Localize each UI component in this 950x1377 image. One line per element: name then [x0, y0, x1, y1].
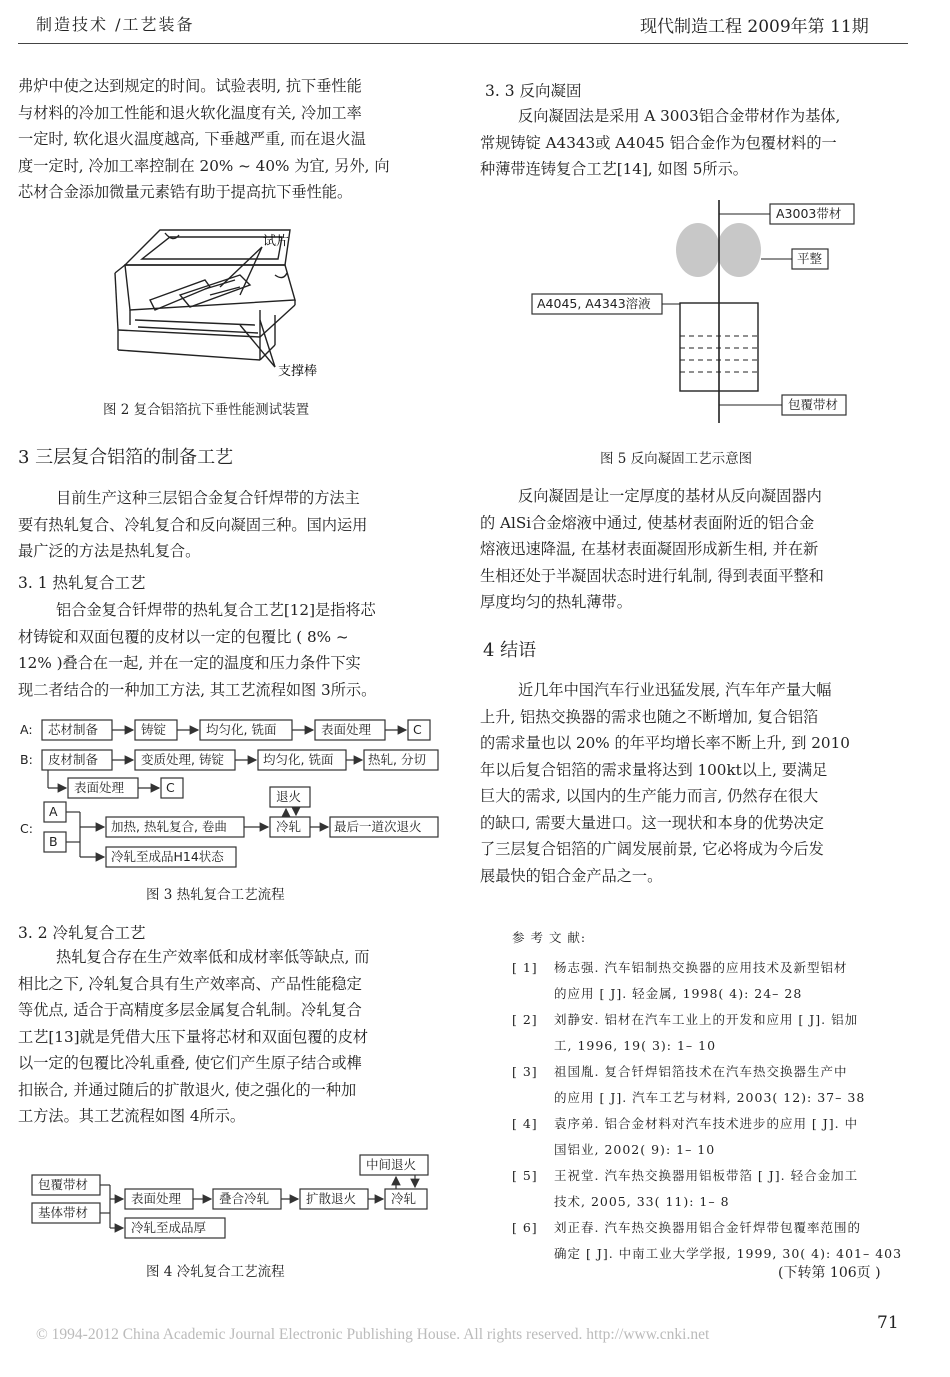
flow-step: 热轧, 分切 [368, 752, 426, 767]
label-support-rod: 支撑棒 [278, 364, 318, 379]
text-line: 扣嵌合, 并通过随后的扩散退火, 使之强化的一种加 [18, 1080, 357, 1099]
flow-step: 加热, 热轧复合, 卷曲 [111, 819, 227, 834]
text-line: 的需求量也以 20% 的年平均增长率不断上升, 到 2010 [480, 734, 850, 752]
text-line: 年以后复合铝箔的需求量将达到 100kt以上, 要满足 [480, 760, 828, 779]
paragraph-cold-rolling [18, 944, 448, 1130]
flow-step: 均匀化, 铣面 [206, 722, 277, 737]
reference-number: [ 5] [512, 1168, 538, 1183]
flow-step: C [166, 780, 175, 795]
reference-text: 工, 1996, 19( 3): 1– 10 [554, 1038, 717, 1053]
flow-step: 冷轧 [391, 1191, 417, 1206]
text-line: 近几年中国汽车行业迅猛发展, 汽车年产量大幅 [518, 681, 832, 699]
text-line: 反向凝固是让一定厚度的基材从反向凝固器内 [518, 487, 822, 505]
text-line: 目前生产这种三层铝合金复合钎焊带的方法主 [56, 489, 360, 507]
flow-step: 冷轧至成品H14状态 [111, 849, 224, 864]
text-line: 弗炉中使之达到规定的时间。试验表明, 抗下垂性能 [18, 77, 362, 95]
figure-2-caption: 图 2 复合铝箔抗下垂性能测试装置 [103, 402, 310, 418]
copyright-footer: © 1994-2012 China Academic Journal Electronic Publishing House. All rights reserved. http://www.cnki.net [36, 1326, 710, 1343]
text-line: 铝合金复合钎焊带的热轧复合工艺[12]是指将芯 [56, 601, 376, 619]
text-line: 与材料的冷加工性能和退火软化温度有关, 冷加工率 [18, 103, 362, 122]
paragraph-reverse-detail [480, 483, 910, 616]
text-line: 工艺[13]就是凭借大压下量将芯材和双面包覆的皮材 [18, 1027, 369, 1046]
label-clad-strip: 包覆带材 [788, 397, 839, 412]
flow-step: 表面处理 [74, 780, 125, 795]
reference-number: [ 4] [512, 1116, 538, 1131]
text-line: 了三层复合铝箔的广阔发展前景, 它必将成为今后发 [480, 840, 824, 858]
reference-text: 技术, 2005, 33( 11): 1– 8 [554, 1194, 730, 1209]
label-sample: 试片 [263, 234, 290, 249]
reference-text: 刘静安. 铝材在汽车工业上的开发和应用 [ J]. 铝加 [554, 1012, 859, 1027]
figure-4-caption: 图 4 冷轧复合工艺流程 [146, 1264, 285, 1280]
continued-note: (下转第 106页 ) [778, 1265, 881, 1281]
text-line: 生相还处于半凝固状态时进行轧制, 得到表面平整和 [480, 566, 824, 585]
text-line: 的 AlSi合金熔液中通过, 使基材表面附近的铝合金 [480, 513, 815, 532]
flow-step: 变质处理, 铸锭 [141, 752, 224, 767]
reference-text: 的应用 [ J]. 汽车工艺与材料, 2003( 12): 37– 38 [554, 1090, 866, 1105]
flow-step: 退火 [276, 789, 302, 804]
flow-step: 扩散退火 [306, 1191, 357, 1206]
text-line: 现二者结合的一种加工方法, 其工艺流程如图 3所示。 [18, 680, 377, 699]
figure-2-apparatus [110, 225, 370, 390]
row-b-label: B: [20, 752, 33, 767]
reference-text: 刘正春. 汽车热交换器用铝合金钎焊带包覆率范围的 [554, 1220, 861, 1235]
paragraph-conclusion [480, 677, 910, 889]
text-line: 种薄带连铸复合工艺[14], 如图 5所示。 [480, 160, 748, 178]
flow-step: 表面处理 [321, 722, 372, 737]
reference-item [512, 1059, 912, 1111]
header-rule [18, 43, 908, 44]
reference-item [512, 1163, 912, 1215]
figure-4-flowchart [30, 1150, 440, 1242]
text-line: 巨大的需求, 以国内的生产能力而言, 仍然存在很大 [480, 787, 819, 805]
flow-step: 冷轧 [276, 819, 302, 834]
row-c-label: C: [20, 821, 33, 836]
reference-item [512, 1007, 912, 1059]
flow-step: 叠合冷轧 [219, 1191, 270, 1206]
text-line: 等优点, 适合于高精度多层金属复合轧制。冷轧复合 [18, 1001, 362, 1019]
text-line: 最广泛的方法是热轧复合。 [18, 542, 201, 560]
reference-text: 祖国胤. 复合钎焊铝箔技术在汽车热交换器生产中 [554, 1064, 848, 1079]
reference-text: 的应用 [ J]. 轻金属, 1998( 4): 24– 28 [554, 986, 803, 1001]
text-line: 相比之下, 冷轧复合具有生产效率高、产品性能稳定 [18, 974, 362, 993]
reference-item [512, 955, 912, 1007]
paragraph-sagging [18, 73, 448, 206]
flow-step: 表面处理 [131, 1191, 182, 1206]
roll-left [676, 223, 720, 277]
reference-text: 国铝业, 2002( 9): 1– 10 [554, 1142, 716, 1157]
flow-step: 铸锭 [141, 722, 167, 737]
text-line: 厚度均匀的热轧薄带。 [480, 593, 632, 611]
reference-text: 杨志强. 汽车铝制热交换器的应用技术及新型铝材 [554, 960, 848, 975]
text-line: 要有热轧复合、冷轧复合和反向凝固三种。国内运用 [18, 515, 368, 534]
flow-step: 中间退火 [366, 1157, 417, 1172]
figure-3-caption: 图 3 热轧复合工艺流程 [146, 887, 285, 903]
text-line: 12% )叠合在一起, 并在一定的温度和压力条件下实 [18, 654, 361, 672]
paragraph-reverse-solidification [480, 103, 910, 183]
text-line: 芯材合金添加微量元素锆有助于提高抗下垂性能。 [18, 183, 353, 201]
text-line: 度一定时, 冷加工率控制在 20% ~ 40% 为宜, 另外, 向 [18, 156, 390, 175]
text-line: 的缺口, 需要大量进口。这一现状和本身的优势决定 [480, 813, 824, 832]
paragraph-hot-rolling [18, 597, 448, 703]
text-line: 展最快的铝合金产品之一。 [480, 866, 663, 885]
roll-right [717, 223, 761, 277]
section-3-title: 3 三层复合铝箔的制备工艺 [18, 447, 234, 468]
text-line: 工方法。其工艺流程如图 4所示。 [18, 1107, 246, 1125]
text-line: 反向凝固法是采用 A 3003铝合金带材作为基体, [518, 107, 841, 125]
label-melt: A4045, A4343溶液 [537, 296, 651, 311]
reference-number: [ 3] [512, 1064, 538, 1079]
flow-step: 皮材制备 [48, 752, 99, 767]
subsection-3-2-title: 3. 2 冷轧复合工艺 [18, 924, 146, 942]
reference-text: 王祝堂. 汽车热交换器用铝板带箔 [ J]. 轻合金加工 [554, 1168, 859, 1183]
reference-item [512, 1215, 912, 1267]
flow-input: B [49, 834, 58, 849]
section-4-title: 4 结语 [483, 640, 537, 661]
figure-5-caption: 图 5 反向凝固工艺示意图 [600, 451, 753, 467]
label-leveling: 平整 [797, 251, 823, 266]
page-number: 71 [877, 1313, 899, 1333]
subsection-3-3-title: 3. 3 反向凝固 [485, 82, 582, 100]
reference-number: [ 2] [512, 1012, 538, 1027]
flow-input: 包覆带材 [38, 1177, 89, 1192]
text-line: 熔液迅速降温, 在基材表面凝固形成新生相, 并在新 [480, 540, 819, 558]
paragraph-methods [18, 485, 448, 565]
label-base-strip: A3003带材 [776, 206, 842, 221]
text-line: 一定时, 软化退火温度越高, 下垂越严重, 而在退火温 [18, 130, 366, 148]
reference-number: [ 6] [512, 1220, 538, 1235]
flow-step: 冷轧至成品厚 [131, 1220, 207, 1235]
reference-number: [ 1] [512, 960, 538, 975]
text-line: 材铸锭和双面包覆的皮材以一定的包覆比 ( 8% ~ [18, 627, 349, 646]
flow-input: A [49, 804, 58, 819]
flow-step: 均匀化, 铣面 [263, 752, 334, 767]
text-line: 热轧复合存在生产效率低和成材率低等缺点, 而 [56, 948, 370, 966]
flow-step: 芯材制备 [48, 722, 99, 737]
reference-item [512, 1111, 912, 1163]
references-title: 参 考 文 献: [512, 930, 587, 945]
reference-list [512, 955, 912, 1265]
flow-step: 最后一道次退火 [334, 819, 422, 834]
running-header-journal: 现代制造工程 2009年第 11期 [640, 17, 869, 37]
flow-input: 基体带材 [38, 1205, 89, 1220]
text-line: 上升, 铝热交换器的需求也随之不断增加, 复合铝箔 [480, 707, 819, 726]
reference-text: 袁序弟. 铝合金材料对汽车技术进步的应用 [ J]. 中 [554, 1116, 859, 1131]
subsection-3-1-title: 3. 1 热轧复合工艺 [18, 574, 146, 592]
text-line: 以一定的包覆比冷轧重叠, 使它们产生原子结合或榫 [18, 1054, 362, 1072]
reference-text: 确定 [ J]. 中南工业大学学报, 1999, 30( 4): 401– 403 [554, 1246, 903, 1261]
running-header-section: 制造技术 /工艺装备 [36, 15, 195, 34]
flow-step: C [413, 722, 422, 737]
text-line: 常规铸锭 A4343或 A4045 铝合金作为包覆材料的一 [480, 133, 837, 152]
figure-3-flowchart [18, 715, 450, 870]
row-a-label: A: [20, 722, 33, 737]
figure-5-diagram [530, 198, 860, 428]
